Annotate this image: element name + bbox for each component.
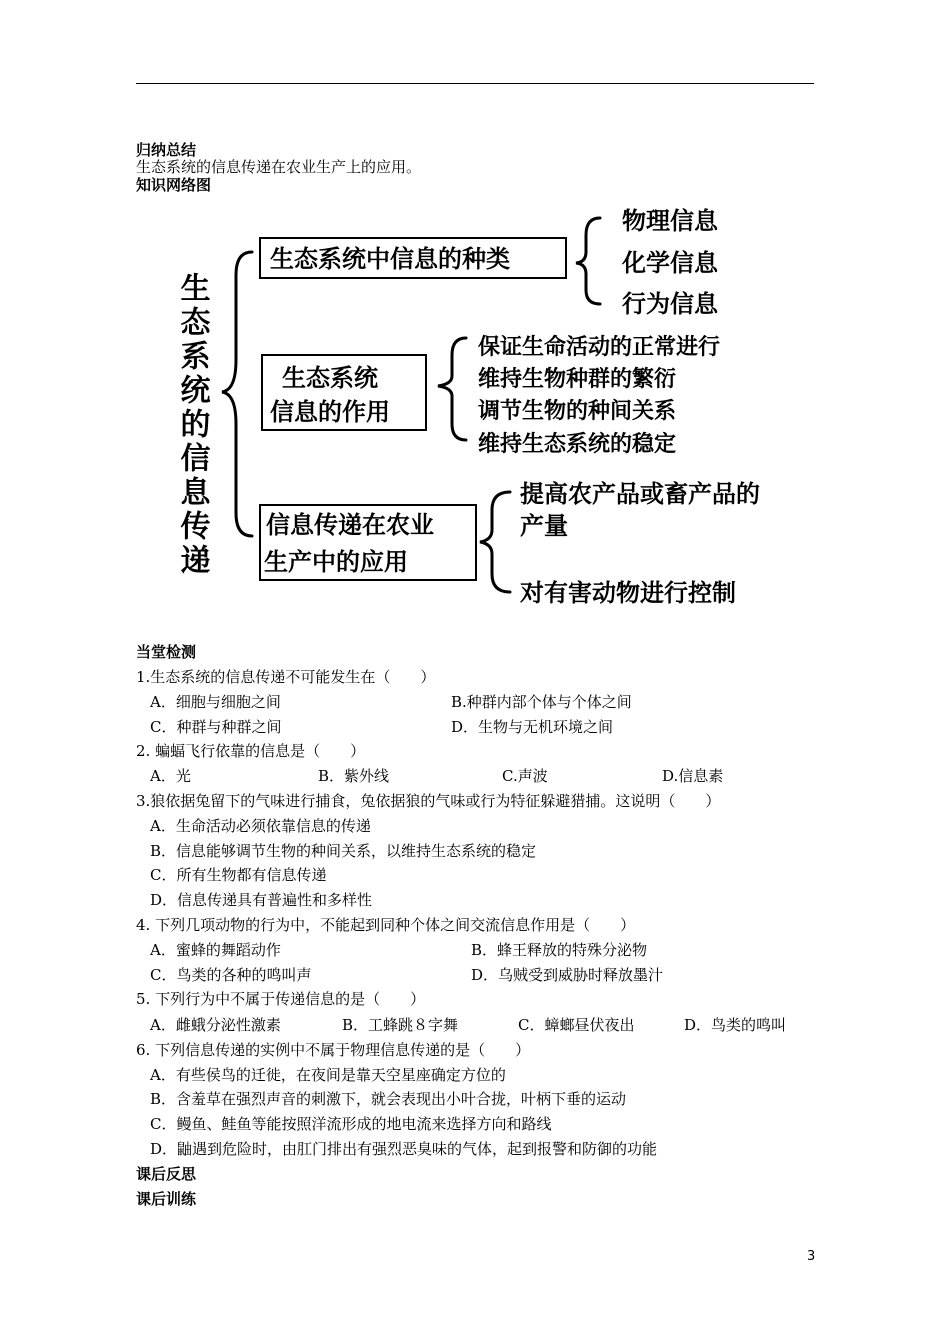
q2-option-c: C.声波 bbox=[502, 767, 548, 785]
agri-item1-line2: 产量 bbox=[520, 512, 568, 540]
q3-option-d: D．信息传递具有普遍性和多样性 bbox=[150, 891, 373, 909]
roles-item-3: 维持生态系统的稳定 bbox=[478, 432, 677, 457]
page-number: 3 bbox=[807, 1249, 816, 1264]
q1-option-d: D．生物与无机环境之间 bbox=[451, 718, 614, 736]
q2-stem: 2. 蝙蝠飞行依靠的信息是（ ） bbox=[136, 742, 366, 760]
roles-item-0: 保证生命活动的正常进行 bbox=[478, 335, 721, 360]
types-item-0: 物理信息 bbox=[622, 207, 718, 235]
summary-heading: 归纳总结 bbox=[136, 141, 197, 159]
q1-stem: 1.生态系统的信息传递不可能发生在（ ） bbox=[136, 668, 436, 686]
roles-item-2: 调节生物的种间关系 bbox=[478, 399, 677, 424]
agri-item2: 对有害动物进行控制 bbox=[520, 579, 736, 607]
header-rule bbox=[136, 83, 814, 84]
q3-stem: 3.狼依据兔留下的气味进行捕食，兔依据狼的气味或行为特征躲避猎捕。这说明（ ） bbox=[136, 792, 721, 810]
q5-option-d: D．鸟类的鸣叫 bbox=[684, 1016, 787, 1034]
q4-option-a: A．蜜蜂的舞蹈动作 bbox=[150, 941, 281, 959]
q1-option-c: C．种群与种群之间 bbox=[150, 718, 282, 736]
q2-option-a: A．光 bbox=[150, 767, 191, 785]
root-text: 生态系统的信息传递 bbox=[174, 272, 210, 578]
knowledge-map-diagram bbox=[174, 200, 820, 620]
roles-item-1: 维持生物种群的繁衍 bbox=[478, 367, 677, 392]
root-label bbox=[175, 272, 211, 578]
q4-option-c: C．鸟类的各种的鸣叫声 bbox=[150, 966, 312, 984]
q6-option-c: C．鳗鱼、鲑鱼等能按照洋流形成的地电流来选择方向和路线 bbox=[150, 1115, 552, 1133]
q3-option-c: C．所有生物都有信息传递 bbox=[150, 866, 327, 884]
root-brace bbox=[222, 252, 252, 536]
training-heading: 课后训练 bbox=[136, 1190, 197, 1208]
roles-label-line2: 信息的作用 bbox=[270, 398, 390, 426]
q6-option-a: A．有些侯鸟的迁徙，在夜间是靠天空星座确定方位的 bbox=[150, 1066, 506, 1084]
q6-option-d: D．鼬遇到危险时，由肛门排出有强烈恶臭味的气体，起到报警和防御的功能 bbox=[150, 1140, 658, 1158]
reflection-heading: 课后反思 bbox=[136, 1165, 197, 1183]
types-item-2: 行为信息 bbox=[622, 290, 718, 318]
agri-label-line1: 信息传递在农业 bbox=[266, 511, 434, 539]
roles-brace bbox=[438, 338, 466, 440]
q1-option-a: A．细胞与细胞之间 bbox=[150, 693, 281, 711]
q2-option-b: B．紫外线 bbox=[318, 767, 390, 785]
q6-stem: 6. 下列信息传递的实例中不属于物理信息传递的是（ ） bbox=[136, 1041, 531, 1059]
types-brace bbox=[576, 218, 600, 304]
q4-option-d: D．乌贼受到威胁时释放墨汁 bbox=[471, 966, 664, 984]
roles-label-line1: 生态系统 bbox=[282, 364, 378, 392]
agri-item1-line1: 提高农产品或畜产品的 bbox=[520, 480, 760, 508]
types-label: 生态系统中信息的种类 bbox=[270, 245, 510, 273]
q6-option-b: B．含羞草在强烈声音的刺激下，就会表现出小叶合拢，叶柄下垂的运动 bbox=[150, 1090, 627, 1108]
q3-option-b: B．信息能够调节生物的种间关系，以维持生态系统的稳定 bbox=[150, 842, 537, 860]
summary-text: 生态系统的信息传递在农业生产上的应用。 bbox=[136, 158, 422, 176]
q4-option-b: B．蜂王释放的特殊分泌物 bbox=[471, 941, 648, 959]
q5-option-b: B．工蜂跳８字舞 bbox=[342, 1016, 459, 1034]
q5-option-c: C．蟑螂昼伏夜出 bbox=[518, 1016, 635, 1034]
q2-option-d: D.信息素 bbox=[662, 767, 724, 785]
q1-option-b: B.种群内部个体与个体之间 bbox=[451, 693, 632, 711]
q5-option-a: A．雌蛾分泌性激素 bbox=[150, 1016, 281, 1034]
agri-label-line2: 生产中的应用 bbox=[264, 548, 408, 576]
quiz-heading: 当堂检测 bbox=[136, 643, 197, 661]
q4-stem: 4. 下列几项动物的行为中，不能起到同种个体之间交流信息作用是（ ） bbox=[136, 916, 636, 934]
agri-brace bbox=[480, 492, 510, 592]
types-item-1: 化学信息 bbox=[622, 249, 718, 277]
knowledge-map-heading: 知识网络图 bbox=[136, 176, 212, 194]
q5-stem: 5. 下列行为中不属于传递信息的是（ ） bbox=[136, 990, 426, 1008]
q3-option-a: A．生命活动必须依靠信息的传递 bbox=[150, 817, 371, 835]
